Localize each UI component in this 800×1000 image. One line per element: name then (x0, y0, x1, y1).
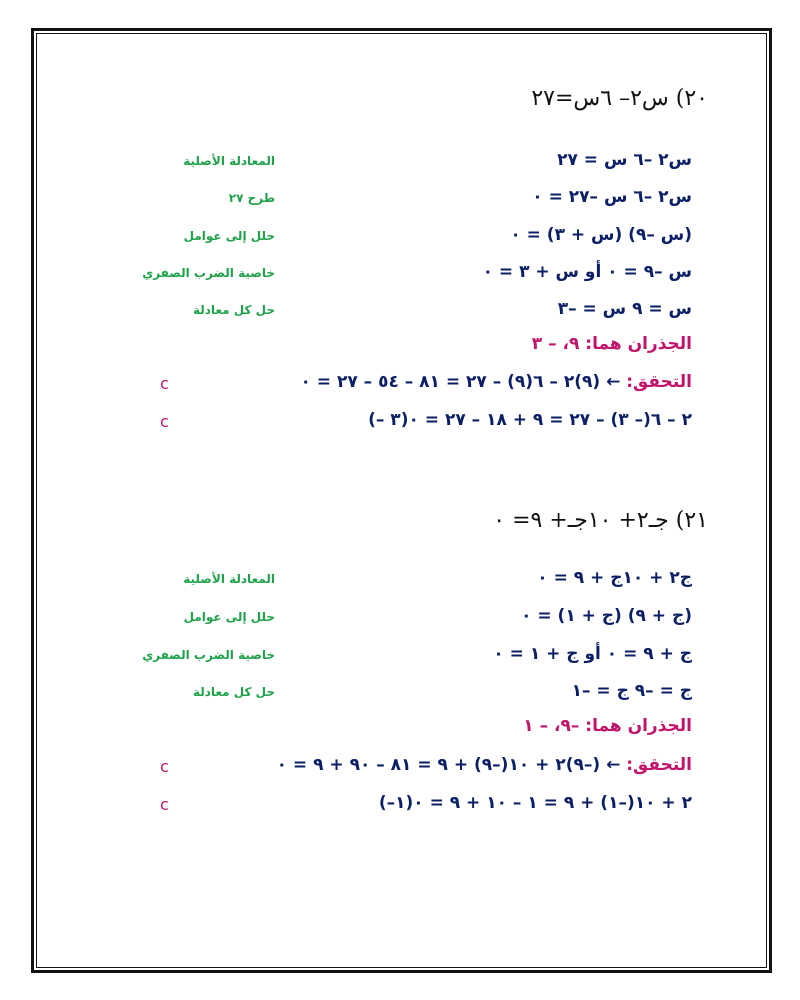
p21-check-1-mark: c (160, 757, 169, 776)
p21-step-1-equation: ج٢ + ١٠ج + ٩ = ٠ (537, 568, 692, 588)
p20-step-5-note: حل كل معادلة (192, 303, 275, 317)
p20-check-1-mark: c (160, 374, 169, 393)
p21-step-1-note: المعادلة الأصلية (183, 572, 275, 586)
p21-roots-label: الجذران هما: (585, 716, 692, 736)
p20-roots-value: ٩، – ٣ (531, 334, 580, 354)
p20-step-3-equation: (س –٩) (س + ٣) = ٠ (510, 225, 692, 245)
p21-step-4-note: حل كل معادلة (192, 685, 275, 699)
p20-check-label: التحقق: (626, 372, 692, 392)
p20-step-1-equation: س٢ –٦ س = ٢٧ (557, 150, 692, 170)
p20-check-2-expression: (– ٣)٢ – ٦(– ٣) – ٢٧ = ٩ + ١٨ – ٢٧ = ٠ (368, 410, 692, 430)
p21-roots-value: –٩، – ١ (523, 716, 580, 736)
p21-step-3-note: خاصية الضرب الصفري (142, 648, 275, 662)
p20-check-1-expression: ← (٩)٢ – ٦(٩) – ٢٧ = ٨١ – ٥٤ – ٢٧ = ٠ (300, 372, 621, 392)
p20-check-2-mark: c (160, 412, 169, 431)
p20-roots (532, 334, 692, 354)
p21-step-3-equation: ج + ٩ = ٠ أو ج + ١ = ٠ (493, 644, 692, 664)
p20-check-1 (300, 372, 692, 392)
p21-step-4-equation: ج = –٩ ج = –١ (571, 681, 692, 701)
page-border-inner (36, 33, 767, 968)
p21-roots (523, 716, 692, 736)
p21-check-1-expression: ← (–٩)٢ + ١٠(–٩) + ٩ = ٨١ – ٩٠ + ٩ = ٠ (276, 755, 621, 775)
p20-step-4-note: خاصية الضرب الصفري (142, 266, 275, 280)
p20-step-5-equation: س = ٩ س = –٣ (557, 299, 692, 319)
p21-check-2-mark: c (160, 795, 169, 814)
p20-step-1-note: المعادلة الأصلية (183, 154, 275, 168)
p20-roots-label: الجذران هما: (585, 334, 692, 354)
p20-step-2-equation: س٢ –٦ س –٢٧ = ٠ (532, 187, 692, 207)
p20-step-3-note: حلل إلى عوامل (183, 229, 275, 243)
p21-step-2-equation: (ج + ٩) (ج + ١) = ٠ (521, 606, 692, 626)
problem-21-header: ٢١) جـ٢+ ١٠جـ+ ٩= ٠ (493, 508, 708, 533)
p21-check-label: التحقق: (626, 755, 692, 775)
problem-20-header: ٢٠) س٢– ٦س=٢٧ (531, 86, 708, 111)
p21-check-2-expression: (–١)٢ + ١٠(–١) + ٩ = ١ – ١٠ + ٩ = ٠ (378, 793, 692, 813)
p20-step-2-note: طرح ٢٧ (228, 191, 275, 205)
p21-step-2-note: حلل إلى عوامل (183, 610, 275, 624)
p20-step-4-equation: س –٩ = ٠ أو س + ٣ = ٠ (482, 262, 692, 282)
p21-check-1 (277, 755, 692, 775)
